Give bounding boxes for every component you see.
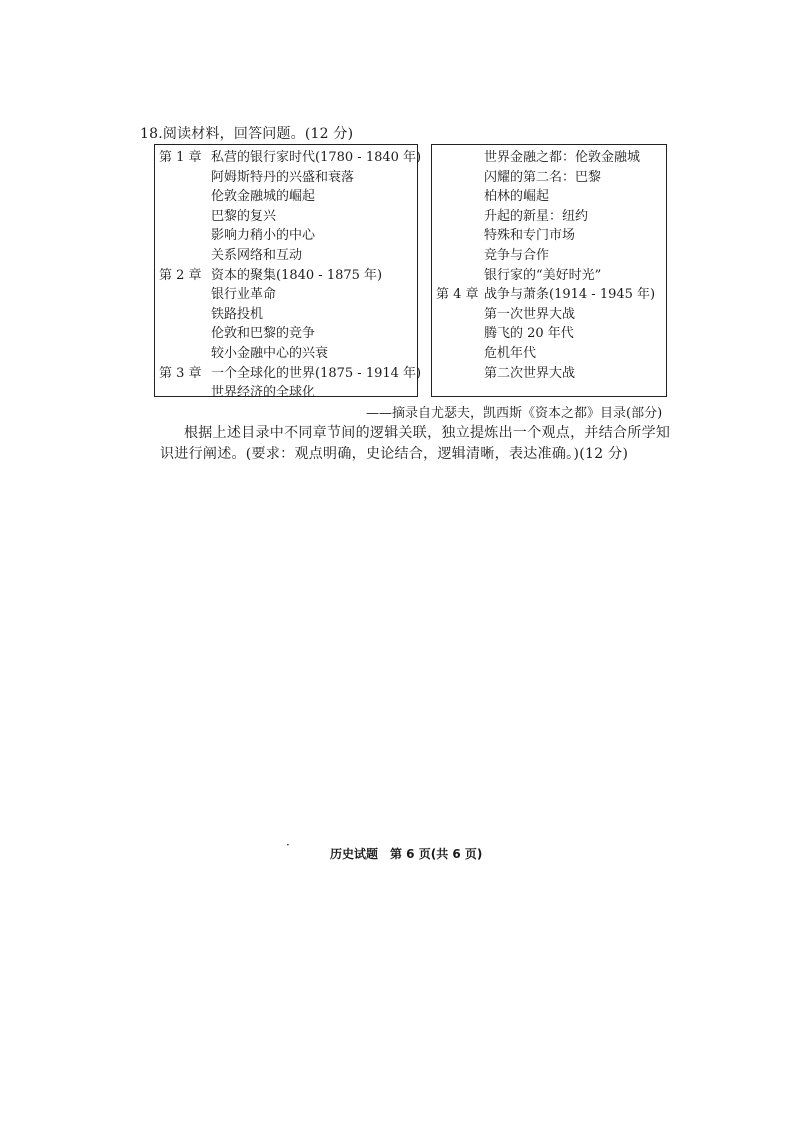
toc-row bbox=[432, 246, 666, 266]
toc-row bbox=[432, 266, 666, 286]
toc-box-right bbox=[431, 144, 667, 397]
question-title: 18.阅读材料，回答问题。(12 分) bbox=[140, 126, 354, 142]
toc-row bbox=[155, 148, 422, 168]
toc-row bbox=[432, 344, 666, 364]
toc-entry-text: 伦敦金融城的崛起 bbox=[211, 189, 316, 205]
toc-row bbox=[155, 285, 417, 305]
toc-row bbox=[432, 148, 666, 168]
toc-row bbox=[155, 168, 417, 188]
toc-row bbox=[432, 226, 666, 246]
toc-entry-text: 伦敦和巴黎的竞争 bbox=[211, 326, 316, 342]
toc-row bbox=[155, 226, 417, 246]
toc-row bbox=[155, 344, 417, 364]
toc-entry-text: 第一次世界大战 bbox=[484, 306, 576, 322]
toc-row bbox=[155, 383, 417, 403]
toc-row bbox=[432, 364, 666, 384]
page-footer: 历史试题 第 6 页(共 6 页) bbox=[330, 847, 483, 861]
toc-chapter-label: 第 1 章 bbox=[159, 150, 202, 165]
footer-dot: · bbox=[286, 838, 290, 852]
toc-chapter-label: 第 2 章 bbox=[159, 267, 202, 283]
toc-entry-text: 闪耀的第二名：巴黎 bbox=[484, 169, 602, 185]
toc-entry-text: 第二次世界大战 bbox=[484, 365, 576, 381]
question-prompt: 根据上述目录中不同章节间的逻辑关联，独立提炼出一个观点，并结合所学知识进行阐述。(要求：观点明确，史论结合，逻辑清晰，表达准确。)(12 分) bbox=[160, 425, 671, 462]
toc-row bbox=[155, 324, 417, 344]
toc-row bbox=[155, 364, 422, 384]
toc-entry-text: 升起的新星：纽约 bbox=[484, 208, 589, 224]
toc-row bbox=[155, 207, 417, 227]
toc-entry-text: 私营的银行家时代(1780 - 1840 年) bbox=[211, 150, 422, 165]
toc-entry-text: 巴黎的复兴 bbox=[211, 208, 277, 224]
toc-row bbox=[432, 187, 666, 207]
toc-row bbox=[432, 324, 666, 344]
toc-row bbox=[432, 285, 666, 305]
toc-box-left bbox=[154, 144, 422, 401]
toc-entry-text: 铁路投机 bbox=[211, 306, 264, 322]
toc-entry-text: 世界金融之都：伦敦金融城 bbox=[484, 150, 641, 165]
toc-row bbox=[432, 168, 666, 188]
toc-entry-text: 较小金融中心的兴衰 bbox=[211, 345, 329, 361]
toc-row bbox=[155, 305, 417, 325]
toc-entry-text: 影响力稍小的中心 bbox=[211, 228, 316, 244]
toc-entry-text: 世界经济的全球化 bbox=[211, 385, 316, 401]
toc-entry-text: 特殊和专门市场 bbox=[484, 228, 576, 244]
toc-entry-text: 竞争与合作 bbox=[484, 247, 550, 263]
toc-entry-text: 银行家的“美好时光” bbox=[484, 267, 602, 283]
toc-chapter-label: 第 3 章 bbox=[159, 365, 202, 381]
toc-entry-text: 关系网络和互动 bbox=[211, 247, 303, 263]
toc-row bbox=[432, 305, 666, 325]
toc-entry-text: 腾飞的 20 年代 bbox=[484, 326, 574, 342]
toc-entry-text: 一个全球化的世界(1875 - 1914 年) bbox=[211, 365, 422, 381]
toc-entry-text: 资本的聚集(1840 - 1875 年) bbox=[211, 267, 383, 283]
toc-row bbox=[155, 187, 417, 207]
toc-entry-text: 阿姆斯特丹的兴盛和衰落 bbox=[211, 169, 355, 185]
toc-entry-text: 银行业革命 bbox=[211, 287, 277, 303]
source-citation: ——摘录自尤瑟夫，凯西斯《资本之都》目录(部分) bbox=[366, 406, 663, 421]
toc-entry-text: 危机年代 bbox=[484, 345, 537, 361]
toc-entry-text: 战争与萧条(1914 - 1945 年) bbox=[484, 287, 656, 303]
toc-row bbox=[155, 246, 417, 266]
toc-row bbox=[432, 207, 666, 227]
toc-row bbox=[155, 266, 417, 286]
toc-entry-text: 柏林的崛起 bbox=[484, 189, 550, 205]
toc-chapter-label: 第 4 章 bbox=[436, 287, 479, 303]
